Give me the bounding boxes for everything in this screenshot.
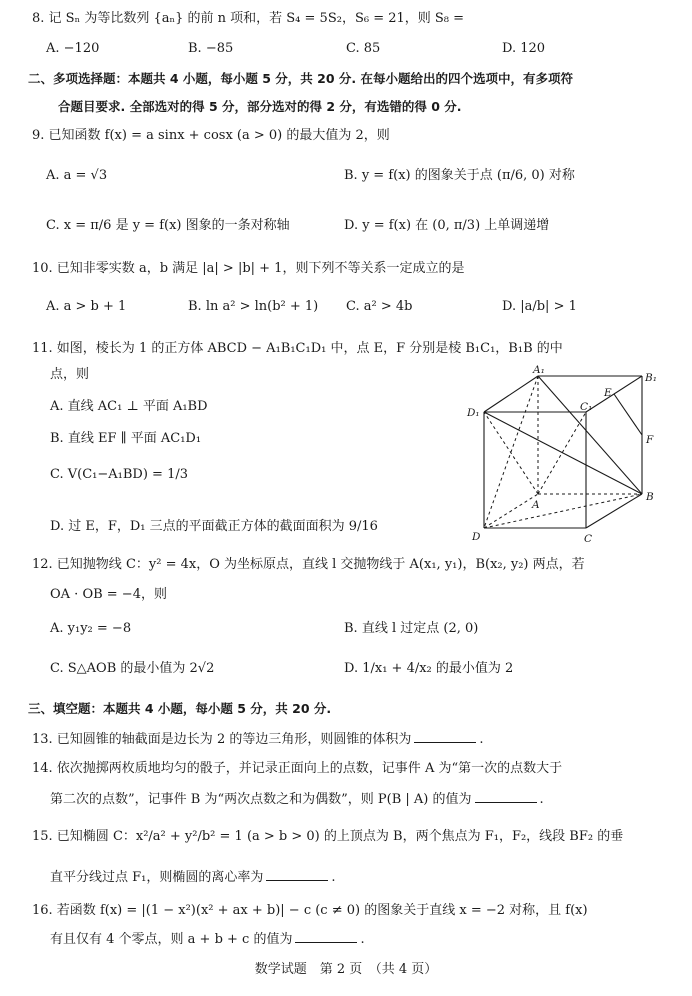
q8-option-b: B. −85 — [188, 41, 234, 56]
q16-cont — [50, 930, 365, 949]
q8-option-d: D. 120 — [502, 41, 546, 56]
q15-text: 15. 已知椭圆 C：x²/a² + y²/b² = 1 (a > b > 0) 的上顶点为 B，两个焦点为 F₁，F₂，线段 BF₂ 的垂 — [32, 829, 624, 844]
label-c1: C₁ — [580, 401, 593, 413]
section3-title: 三、填空题：本题共 4 小题，每小题 5 分，共 20 分. — [28, 701, 332, 716]
q14-end: . — [539, 792, 544, 807]
q11-option-b: B. 直线 EF ∥ 平面 AC₁D₁ — [50, 431, 202, 446]
q10-option-a: A. a > b + 1 — [46, 299, 127, 314]
q12-option-b: B. 直线 l 过定点 (2, 0) — [344, 621, 479, 636]
q12-stem: 12. 已知抛物线 C：y² = 4x，O 为坐标原点，直线 l 交抛物线于 A(x₁, y₁)，B(x₂, y₂) 两点，若 — [32, 557, 585, 572]
page-footer: 数学试题 第 2 页 （共 4 页） — [254, 962, 438, 977]
line-a1b — [538, 376, 642, 494]
q16-end: . — [360, 932, 365, 947]
label-b: B — [646, 491, 654, 503]
line-db-hidden — [484, 494, 642, 528]
q12-stem-cont: OA · OB = −4，则 — [50, 587, 167, 602]
label-a: A — [532, 499, 540, 511]
edge-cb — [586, 494, 642, 528]
q12-option-c: C. S△AOB 的最小值为 2√2 — [50, 661, 215, 676]
q16-text-cont: 有且仅有 4 个零点，则 a + b + c 的值为 — [50, 932, 293, 947]
section2-title-cont: 合题目要求. 全部选对的得 5 分，部分选对的得 2 分，有选错的得 0 分. — [58, 99, 462, 114]
section2-title: 二、多项选择题：本题共 4 小题，每小题 5 分，共 20 分. 在每小题给出的四个选项中，有多项符 — [28, 71, 574, 86]
line-d1b — [484, 412, 642, 494]
q11-stem: 11. 如图，棱长为 1 的正方体 ABCD − A₁B₁C₁D₁ 中，点 E，F 分别是棱 B₁C₁，B₁B 的中 — [32, 341, 563, 356]
cube-figure — [462, 364, 672, 546]
q15-cont — [50, 868, 336, 887]
q15-end: . — [331, 870, 336, 885]
segment-ef — [614, 394, 642, 435]
q14-text: 14. 依次抛掷两枚质地均匀的骰子，并记录正面向上的点数，记事件 A 为“第一次的点数大于 — [32, 761, 563, 776]
q8-option-a: A. −120 — [46, 41, 100, 56]
q14-cont — [50, 790, 544, 809]
q12-option-a: A. y₁y₂ = −8 — [50, 621, 132, 636]
q16-answer-blank[interactable] — [295, 930, 357, 943]
edge-d1a1 — [484, 376, 538, 412]
q9-stem: 9. 已知函数 f(x) = a sinx + cosx (a > 0) 的最大值为 2，则 — [32, 128, 390, 143]
q9-option-a: A. a = √3 — [46, 168, 108, 183]
q10-stem: 10. 已知非零实数 a，b 满足 |a| > |b| + 1，则下列不等关系一定成立的是 — [32, 261, 465, 276]
q10-option-b: B. ln a² > ln(b² + 1) — [188, 299, 319, 314]
line-ad1-hidden — [484, 412, 538, 494]
q8-option-c: C. 85 — [346, 41, 381, 56]
q12-option-d: D. 1/x₁ + 4/x₂ 的最小值为 2 — [344, 661, 514, 676]
q14-answer-blank[interactable] — [475, 790, 537, 803]
line-a1d-hidden — [484, 376, 538, 528]
q8-stem: 8. 记 Sₙ 为等比数列 {aₙ} 的前 n 项和，若 S₄ = 5S₂，S₆ = 21，则 S₈ = — [32, 11, 465, 26]
label-f: F — [646, 434, 654, 446]
label-e: E — [604, 387, 612, 399]
q10-option-d: D. |a/b| > 1 — [502, 299, 577, 314]
q13-answer-blank[interactable] — [414, 730, 476, 743]
label-d: D — [472, 531, 481, 543]
q9-option-d: D. y = f(x) 在 (0, π/3) 上单调递增 — [344, 218, 550, 233]
q15-text-cont: 直平分线过点 F₁，则椭圆的离心率为 — [50, 870, 264, 885]
q11-option-c: C. V(C₁−A₁BD) = 1/3 — [50, 467, 188, 482]
label-a1: A₁ — [533, 364, 545, 376]
q11-stem-cont: 点，则 — [50, 367, 90, 382]
q9-option-b: B. y = f(x) 的图象关于点 (π/6, 0) 对称 — [344, 168, 575, 183]
q16-text: 16. 若函数 f(x) = |(1 − x²)(x² + ax + b)| − c (c ≠ 0) 的图象关于直线 x = −2 对称，且 f(x) — [32, 903, 588, 918]
q15-answer-blank[interactable] — [266, 868, 328, 881]
q11-option-d: D. 过 E，F，D₁ 三点的平面截正方体的截面面积为 9/16 — [50, 519, 378, 534]
q14-text-cont: 第二次的点数”，记事件 B 为“两次点数之和为偶数”，则 P(B | A) 的值为 — [50, 792, 472, 807]
edge-da-hidden — [484, 494, 538, 528]
q13-text: 13. 已知圆锥的轴截面是边长为 2 的等边三角形，则圆锥的体积为 — [32, 732, 412, 747]
q13 — [32, 730, 483, 749]
q9-option-c: C. x = π/6 是 y = f(x) 图象的一条对称轴 — [46, 218, 290, 233]
label-d1: D₁ — [467, 407, 480, 419]
q10-option-c: C. a² > 4b — [346, 299, 413, 314]
q11-option-a: A. 直线 AC₁ ⊥ 平面 A₁BD — [50, 399, 208, 414]
label-b1: B₁ — [645, 372, 657, 384]
label-c: C — [584, 533, 593, 545]
q13-end: . — [479, 732, 484, 747]
